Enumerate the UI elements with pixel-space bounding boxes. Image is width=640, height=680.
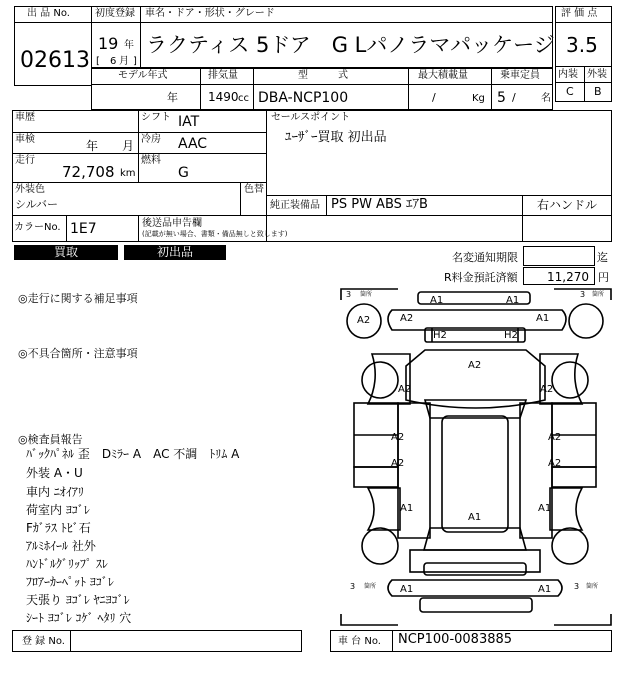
color-change-label: 色替 [244, 184, 264, 195]
report-line: ｱﾙﾐﾎｲｰﾙ 社外 [26, 539, 96, 553]
name-change-label: 名変通知期限 [452, 251, 518, 264]
tag-first-listing: 初出品 [124, 245, 226, 260]
defects-label: ◎不具合箇所・注意事項 [18, 347, 138, 360]
report-line: ﾊﾝﾄﾞﾙｸﾞﾘｯﾌﾟ ｽﾚ [26, 557, 108, 571]
damage-mark: A1 [536, 313, 550, 324]
first-registration-label: 初度登録 [95, 8, 135, 19]
fuel: G [178, 165, 189, 181]
damage-mark: A2 [398, 384, 412, 395]
report-line: ﾌﾛｱｰｶｰﾍﾟｯﾄ ﾖｺﾞﾚ [26, 575, 114, 589]
score-label: 評 価 点 [561, 8, 598, 19]
color: シルバー [15, 198, 58, 211]
report-line: ｼｰﾄ ﾖｺﾞﾚ ｺｹﾞ ﾍﾀﾘ 穴 [26, 611, 132, 625]
exterior-label: 外装 [587, 69, 607, 80]
damage-mark: A2 [548, 432, 562, 443]
model-code-label: 型 式 [298, 70, 348, 81]
post-docs-note: (記載が無い場合、書類・備品無しと致します) [142, 230, 288, 238]
recycle-unit: 円 [598, 271, 609, 284]
equipment-label: 純正装備品 [270, 200, 320, 211]
report-line: ﾊﾞｯｸﾊﾟﾈﾙ 歪 Dﾐﾗｰ A AC 不調 ﾄﾘﾑ A [26, 447, 240, 461]
aircon: AAC [178, 136, 208, 152]
score: 3.5 [566, 33, 598, 57]
recycle-amount: 11,270 [547, 270, 589, 284]
displacement: 1490 [208, 90, 239, 104]
mileage-label: 走行 [15, 155, 35, 166]
damage-mark: A1 [506, 295, 520, 306]
name-change-unit: 迄 [597, 251, 608, 264]
steering: 右ハンドル [537, 198, 598, 212]
max-load-separator: / [432, 91, 436, 104]
damage-mark: A2 [357, 315, 371, 326]
max-load-label: 最大積載量 [418, 70, 468, 81]
registration-label: 登 録 No. [22, 636, 65, 647]
car-name: ラクティス 5ドア G Lパノラマパッケージ [146, 33, 555, 57]
corner-count-bl-unit: 箇所 [364, 583, 377, 590]
damage-mark: A1 [400, 503, 414, 514]
corner-count-br-unit: 箇所 [586, 583, 599, 590]
damage-mark: A1 [430, 295, 444, 306]
recycle-label: R料金預託済額 [444, 271, 518, 284]
driving-notes-label: ◎走行に関する補足事項 [18, 292, 138, 305]
first-reg-month: 6 [110, 56, 117, 67]
aircon-label: 冷房 [141, 134, 161, 145]
damage-mark: A2 [540, 384, 554, 395]
sales-point-label: セールスポイント [271, 112, 351, 123]
damage-mark: A1 [400, 584, 414, 595]
exterior-grade: B [594, 85, 602, 98]
model-year-unit: 年 [167, 91, 178, 104]
report-line: 天張り ﾖｺﾞﾚ ﾔﾆﾖｺﾞﾚ [26, 593, 130, 607]
model-year-label: モデル年式 [118, 70, 168, 81]
name-change-value [523, 246, 595, 266]
car-damage-diagram [340, 288, 612, 626]
lot-number: 02613 [20, 48, 90, 73]
corner-count-tr-unit: 箇所 [592, 291, 605, 298]
capacity-unit: 名 [541, 93, 551, 104]
first-reg-year: 19 [98, 34, 119, 53]
model-code: DBA-NCP100 [258, 90, 349, 106]
post-docs-label: 後送品申告欄 [142, 218, 202, 229]
chassis-number: NCP100-0083885 [398, 632, 513, 647]
inspection-year-unit: 年 [86, 139, 99, 153]
damage-mark: A2 [391, 432, 405, 443]
corner-count-tr: 3 [580, 290, 586, 299]
report-line: 外装 A・U [26, 466, 83, 480]
color-label: 外装色 [15, 184, 45, 195]
damage-mark: A1 [468, 512, 482, 523]
chassis-label: 車 台 No. [338, 636, 381, 647]
mileage: 72,708 [62, 163, 115, 181]
interior-grade: C [566, 85, 574, 98]
shift-label: シフト [141, 112, 171, 123]
inspection-label: 車検 [15, 134, 35, 145]
damage-mark: A2 [400, 313, 414, 324]
first-reg-month-unit: 月 [119, 56, 129, 67]
car-name-label: 車名・ドア・形状・グレード [145, 8, 275, 19]
displacement-label: 排気量 [208, 70, 238, 81]
history-label: 車歴 [15, 112, 35, 123]
capacity-separator: / [512, 91, 516, 104]
color-no: 1E7 [70, 221, 97, 237]
capacity: 5 [497, 90, 506, 106]
corner-count-bl: 3 [350, 582, 356, 591]
inspector-report-label: ◎検査員報告 [18, 433, 83, 446]
first-reg-month-open: [ [96, 56, 100, 67]
interior-label: 内装 [558, 69, 578, 80]
report-line: Fｶﾞﾗｽ ﾄﾋﾞ石 [26, 521, 91, 535]
mileage-unit: km [120, 168, 136, 179]
report-line: 車内 ﾆｵｲｱﾘ [26, 485, 84, 499]
inspection-month-unit: 月 [122, 139, 135, 153]
sales-point: ﾕｰｻﾞｰ買取 初出品 [285, 130, 387, 145]
damage-mark: H2 [504, 330, 518, 341]
damage-mark: A2 [391, 458, 405, 469]
corner-count-br: 3 [574, 582, 580, 591]
first-reg-month-close: ] [133, 56, 137, 67]
first-reg-year-unit: 年 [124, 40, 134, 51]
fuel-label: 燃料 [141, 155, 161, 166]
damage-mark: A1 [538, 584, 552, 595]
corner-count-tl: 3 [346, 290, 352, 299]
damage-mark: A1 [538, 503, 552, 514]
max-load-unit: Kg [472, 93, 485, 104]
damage-mark: A2 [468, 360, 482, 371]
lot-number-label: 出 品 No. [27, 8, 70, 19]
corner-count-tl-unit: 箇所 [360, 291, 373, 298]
displacement-unit: cc [238, 93, 249, 104]
color-no-label: カラーNo. [14, 222, 61, 233]
shift: IAT [178, 114, 200, 130]
tag-buyback: 買取 [14, 245, 118, 260]
report-line: 荷室内 ﾖｺﾞﾚ [26, 503, 90, 517]
equipment: PS PW ABS ｴｱB [331, 197, 428, 212]
damage-mark: H2 [433, 330, 447, 341]
capacity-label: 乗車定員 [500, 70, 540, 81]
damage-mark: A2 [548, 458, 562, 469]
